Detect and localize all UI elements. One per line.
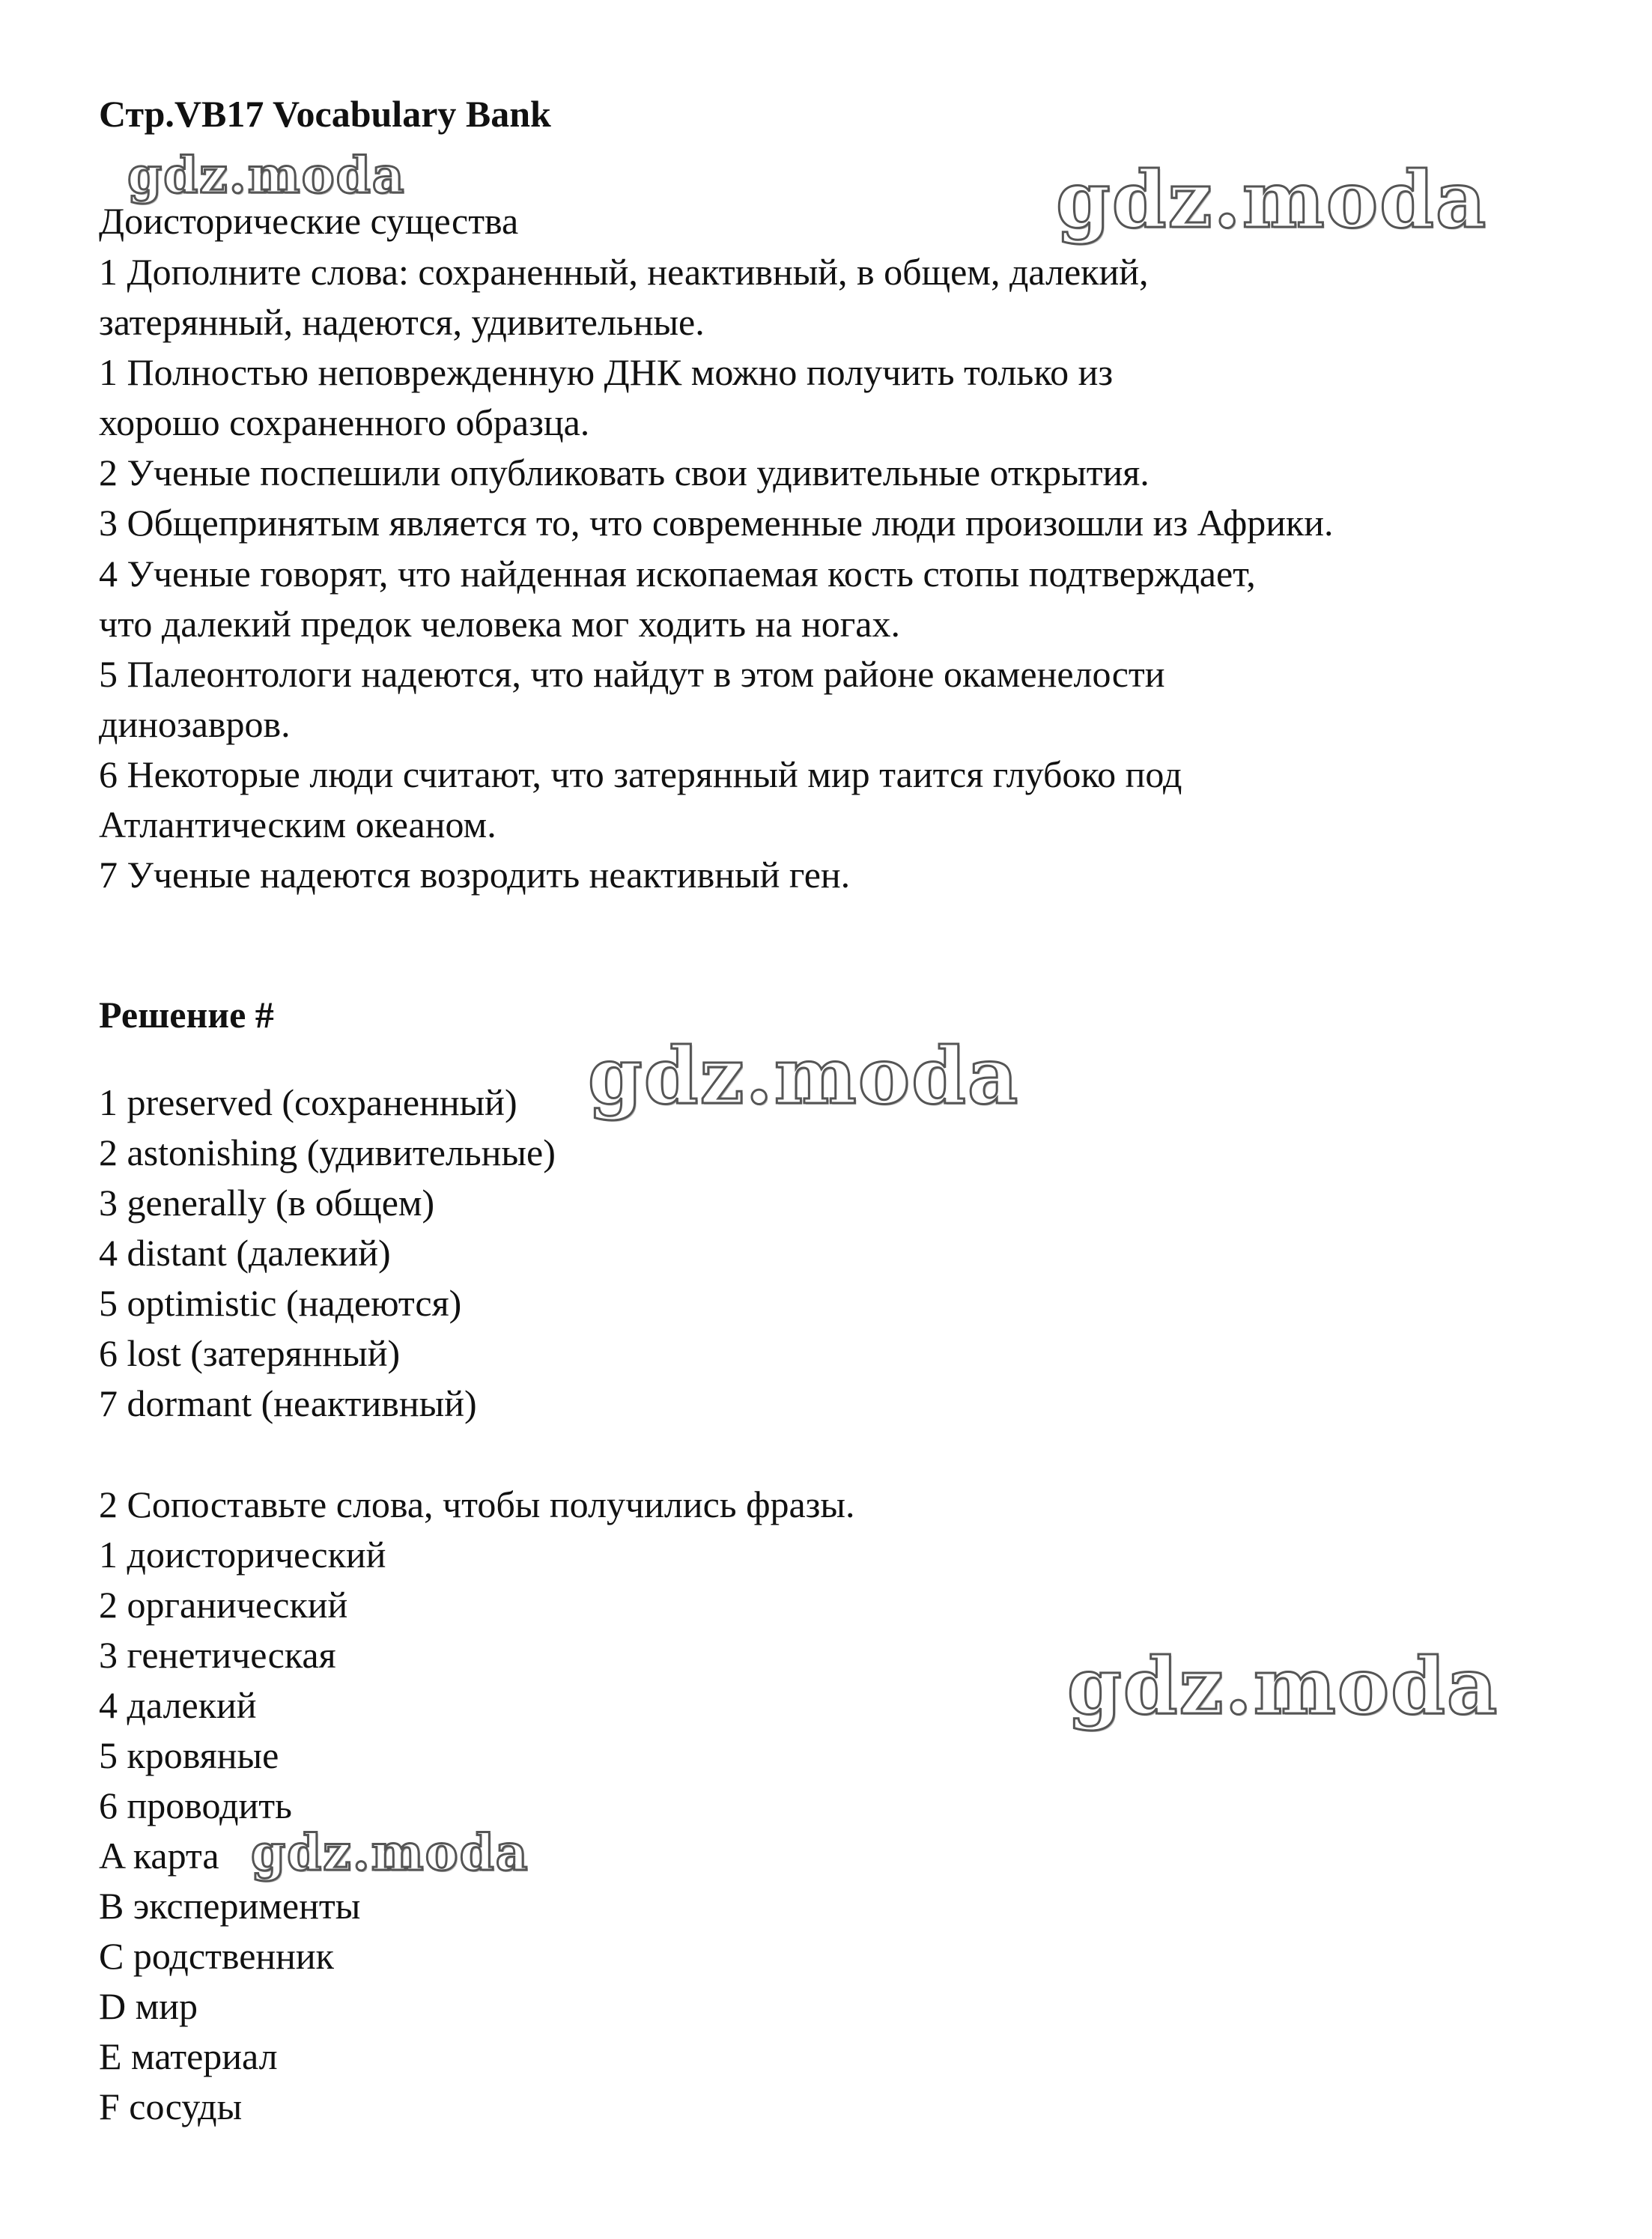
task1-sentence-line: динозавров. (99, 703, 291, 745)
task1-sentence-line: 2 Ученые поспешили опубликовать свои удивительные открытия. (99, 452, 1150, 493)
task2-instruction: 2 Сопоставьте слова, чтобы получились фразы. (99, 1483, 855, 1525)
task1-sentence-line: хорошо сохраненного образца. (99, 401, 590, 443)
task2-right-item: D мир (99, 1985, 198, 2027)
task1-instruction-line2: затерянный, надеются, удивительные. (99, 301, 705, 343)
task2-right-item: C родственник (99, 1935, 334, 1977)
answer-line: 7 dormant (неактивный) (99, 1382, 477, 1424)
watermark-logo: gdz.moda (127, 146, 406, 204)
task2-left-item: 4 далекий (99, 1684, 257, 1726)
section-heading: Доисторические существа (99, 200, 519, 242)
task1-sentence-line: что далекий предок человека мог ходить на ногах. (99, 603, 900, 645)
task2-right-item: A карта (99, 1835, 219, 1877)
task2-left-item: 2 органический (99, 1584, 348, 1626)
watermark-logo: gdz.moda (1067, 1640, 1499, 1732)
task1-sentence-line: 1 Полностью неповрежденную ДНК можно получить только из (99, 351, 1114, 393)
task1-instruction-line1: 1 Дополните слова: сохраненный, неактивный, в общем, далекий, (99, 251, 1149, 293)
task2-right-item: E материал (99, 2035, 278, 2077)
task2-left-item: 5 кровяные (99, 1734, 279, 1776)
task2-left-item: 1 доисторический (99, 1534, 386, 1576)
task1-sentence-line: 5 Палеонтологи надеются, что найдут в этом районе окаменелости (99, 653, 1165, 695)
answer-line: 3 generally (в общем) (99, 1182, 435, 1224)
answer-line: 4 distant (далекий) (99, 1232, 391, 1274)
task1-sentence-line: 7 Ученые надеются возродить неактивный ген. (99, 854, 851, 896)
answer-line: 2 astonishing (удивительные) (99, 1131, 556, 1173)
task1-sentence-line: Атлантическим океаном. (99, 803, 496, 845)
watermark-logo: gdz.moda (251, 1823, 529, 1882)
page-title: Стр.VB17 Vocabulary Bank (99, 93, 551, 135)
task2-left-item: 3 генетическая (99, 1634, 336, 1676)
answer-line: 1 preserved (сохраненный) (99, 1081, 517, 1123)
task2-left-item: 6 проводить (99, 1784, 292, 1826)
watermark-logo: gdz.moda (1056, 154, 1488, 246)
task1-sentence-line: 4 Ученые говорят, что найденная ископаемая кость стопы подтверждает, (99, 553, 1256, 595)
task1-sentence-line: 3 Общепринятым является то, что современные люди произошли из Африки. (99, 502, 1334, 544)
answer-line: 6 lost (затерянный) (99, 1332, 401, 1374)
solution-heading: Решение # (99, 994, 274, 1036)
task2-right-item: B эксперименты (99, 1885, 361, 1927)
answer-line: 5 optimistic (надеются) (99, 1282, 462, 1324)
task2-right-item: F сосуды (99, 2085, 243, 2127)
task1-sentence-line: 6 Некоторые люди считают, что затерянный мир таится глубоко под (99, 753, 1182, 795)
watermark-logo: gdz.moda (588, 1030, 1020, 1122)
